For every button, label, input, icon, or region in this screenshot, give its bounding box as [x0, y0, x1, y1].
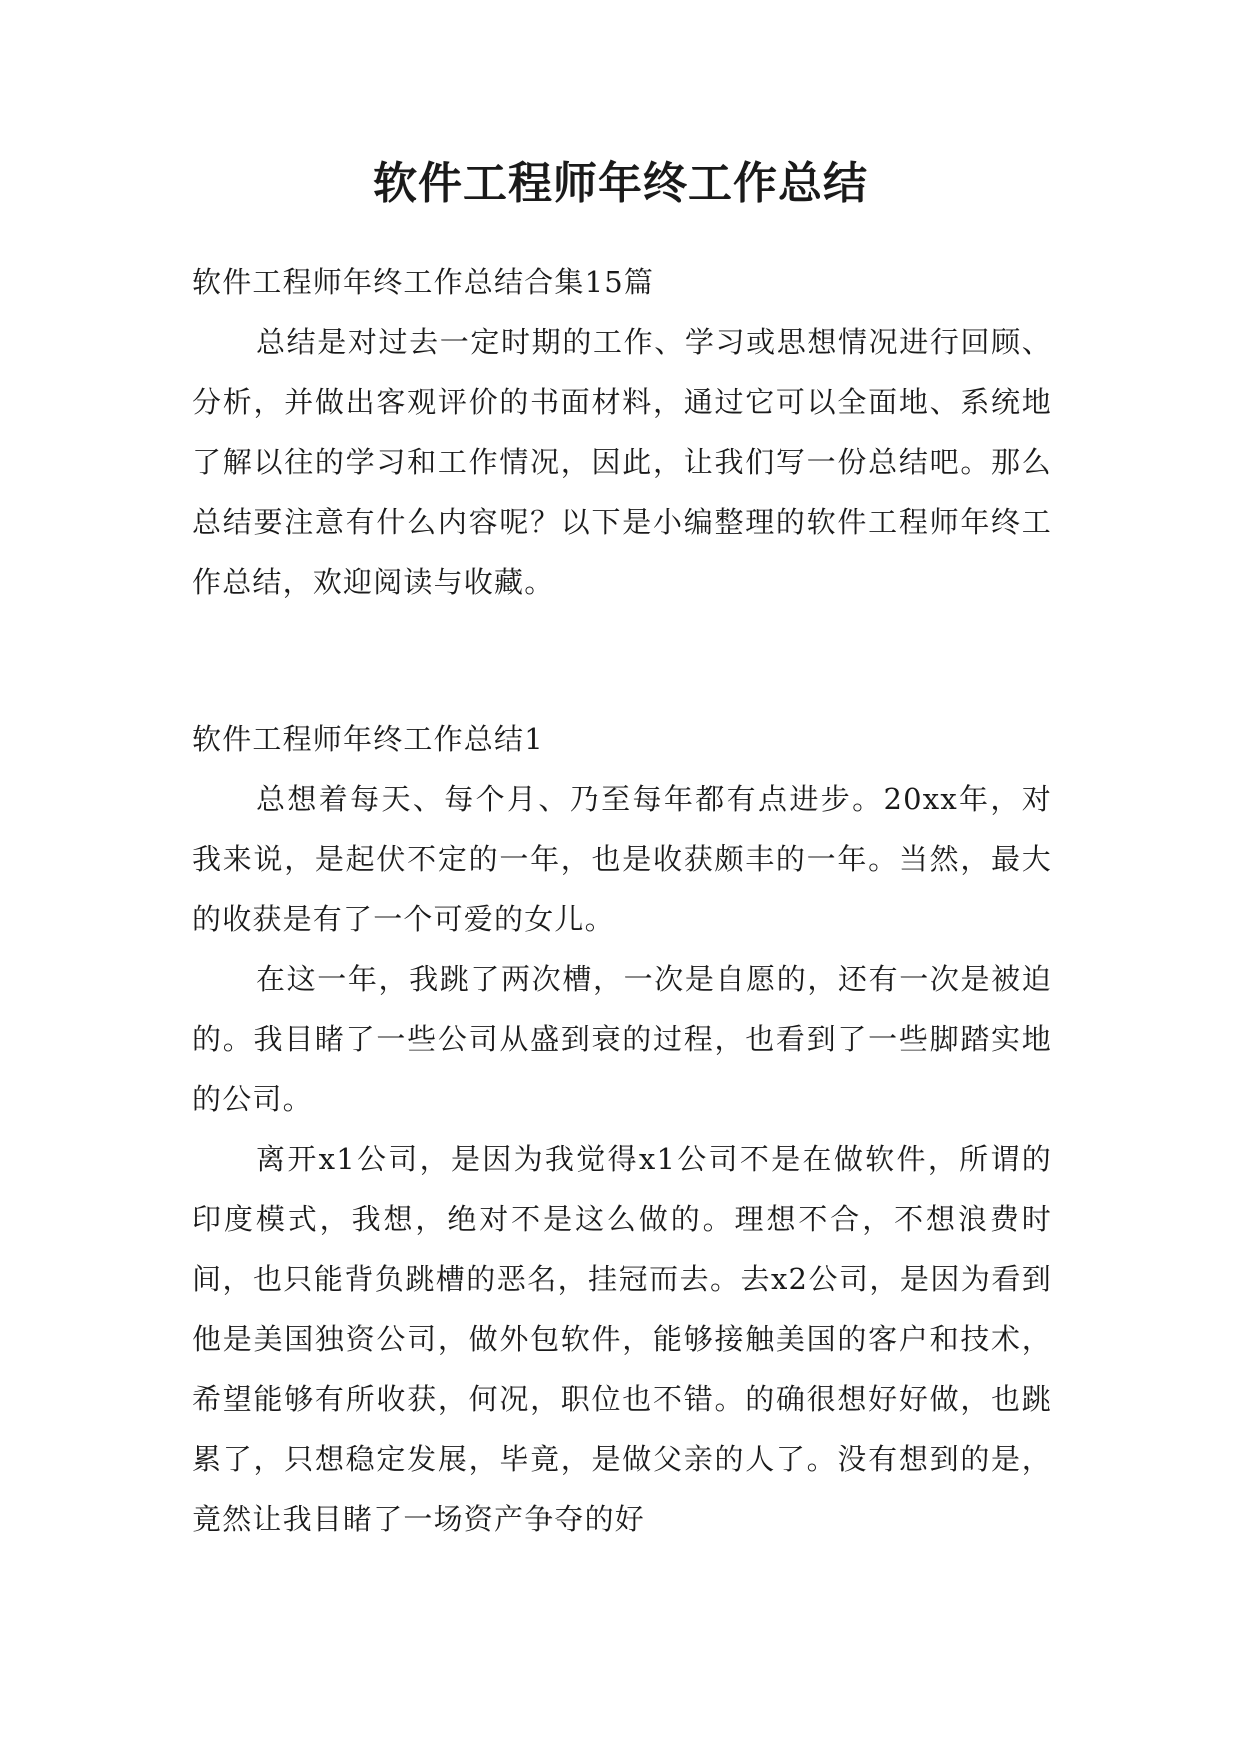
section-1-heading: 软件工程师年终工作总结1	[192, 722, 544, 756]
section-1-paragraph-3: 离开x1公司，是因为我觉得x1公司不是在做软件，所谓的印度模式，我想，绝对不是这么做的。理想不合，不想浪费时间，也只能背负跳槽的恶名，挂冠而去。去x2公司，是因为看到他是美国独资公司，做外包软件，能够接触美国的客户和技术，希望能够有所收获，何况，职位也不错。的确很想好好做，也跳累了，只想稳定发展，毕竟，是做父亲的人了。没有想到的是，竟然让我目睹了一场资产争夺的好	[192, 1142, 1052, 1536]
section-1	[192, 709, 1052, 1549]
document-title: 软件工程师年终工作总结	[373, 158, 868, 209]
intro-heading: 软件工程师年终工作总结合集15篇	[192, 265, 655, 299]
section-1-paragraph-2: 在这一年，我跳了两次槽，一次是自愿的，还有一次是被迫的。我目睹了一些公司从盛到衰的过程，也看到了一些脚踏实地的公司。	[192, 962, 1052, 1116]
intro-paragraph: 总结是对过去一定时期的工作、学习或思想情况进行回顾、分析，并做出客观评价的书面材料，通过它可以全面地、系统地了解以往的学习和工作情况，因此，让我们写一份总结吧。那么总结要注意有什么内容呢？以下是小编整理的软件工程师年终工作总结，欢迎阅读与收藏。	[192, 325, 1052, 599]
intro-block	[192, 252, 1052, 612]
section-1-paragraph-1: 总想着每天、每个月、乃至每年都有点进步。20xx年，对我来说，是起伏不定的一年，也是收获颇丰的一年。当然，最大的收获是有了一个可爱的女儿。	[192, 782, 1052, 936]
